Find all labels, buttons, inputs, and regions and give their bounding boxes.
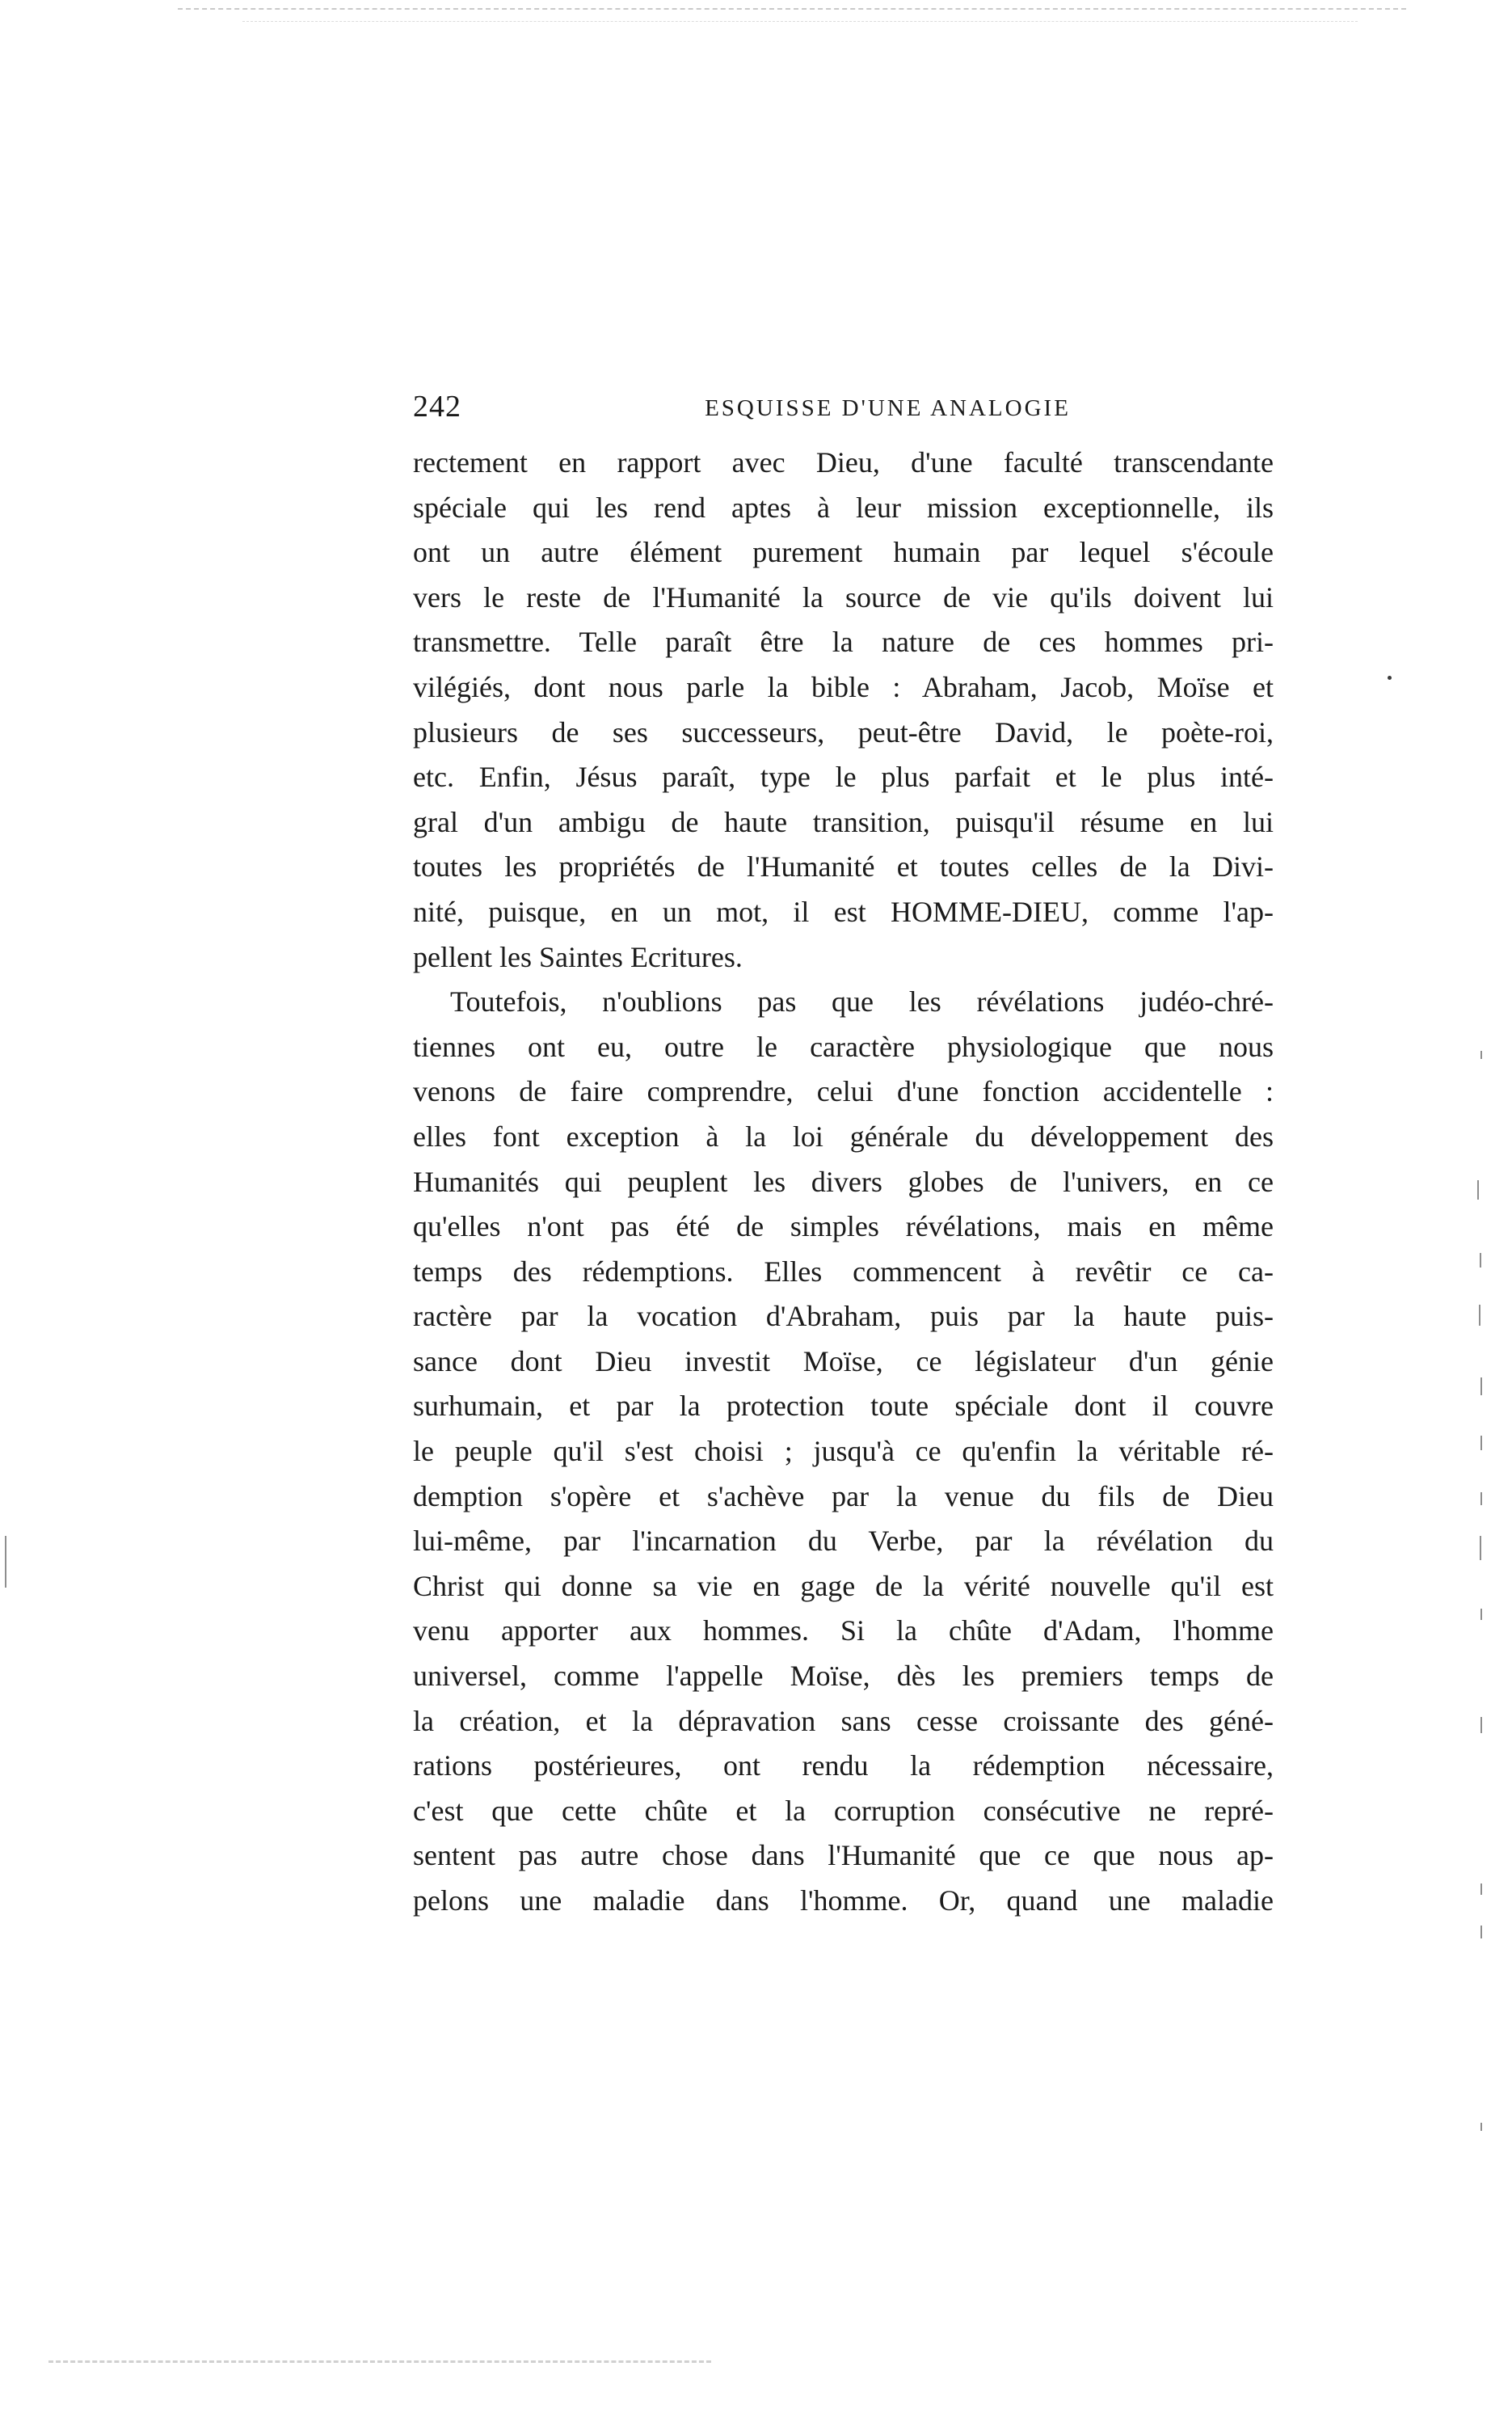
- text-line: Toutefois, n'oublions pas que les révélations judéo-chré-: [450, 985, 1274, 1019]
- text-line: gral d'un ambigu de haute transition, puisqu'il résume en lui: [413, 805, 1274, 838]
- running-title: ESQUISSE D'UNE ANALOGIE: [705, 395, 1071, 421]
- text-line: ractère par la vocation d'Abraham, puis par la haute puis-: [413, 1300, 1274, 1333]
- text-line: c'est que cette chûte et la corruption consécutive ne repré-: [413, 1794, 1274, 1827]
- text-line: rations postérieures, ont rendu la rédemption nécessaire,: [413, 1749, 1274, 1782]
- book-page: [413, 386, 1274, 1924]
- text-line: spéciale qui les rend aptes à leur mission exceptionnelle, ils: [413, 491, 1274, 524]
- text-line: universel, comme l'appelle Moïse, dès les premiers temps de: [413, 1660, 1274, 1693]
- text-line: qu'elles n'ont pas été de simples révélations, mais en même: [413, 1210, 1274, 1243]
- text-line: vers le reste de l'Humanité la source de vie qu'ils doivent lui: [413, 580, 1274, 614]
- text-line: Christ qui donne sa vie en gage de la vérité nouvelle qu'il est: [413, 1569, 1274, 1602]
- text-line: vilégiés, dont nous parle la bible : Abraham, Jacob, Moïse et: [413, 670, 1274, 703]
- text-line: la création, et la dépravation sans cesse croissante des géné-: [413, 1704, 1274, 1737]
- scan-edge-top: [178, 8, 1406, 10]
- text-line: surhumain, et par la protection toute spéciale dont il couvre: [413, 1390, 1274, 1423]
- body-text: [413, 441, 1274, 1924]
- margin-tick: [5, 1536, 6, 1588]
- margin-tick: [1480, 1536, 1481, 1560]
- text-line: transmettre. Telle paraît être la nature de ces hommes pri-: [413, 626, 1274, 659]
- scan-edge-bottom: [48, 2360, 711, 2363]
- margin-speck: [1388, 676, 1392, 680]
- text-line: etc. Enfin, Jésus paraît, type le plus parfait et le plus inté-: [413, 761, 1274, 794]
- paragraph-2: [413, 980, 1274, 1923]
- margin-tick: [1477, 1180, 1479, 1200]
- margin-tick: [1480, 1926, 1482, 1938]
- margin-tick: [1480, 1377, 1482, 1395]
- margin-tick: [1480, 1717, 1482, 1733]
- paragraph-1: [413, 441, 1274, 980]
- text-line: tiennes ont eu, outre le caractère physiologique que nous: [413, 1030, 1274, 1063]
- text-line: venons de faire comprendre, celui d'une fonction accidentelle :: [413, 1075, 1274, 1108]
- page-number: 242: [413, 390, 461, 424]
- margin-tick: [1479, 1305, 1480, 1326]
- text-line: toutes les propriétés de l'Humanité et toutes celles de la Divi-: [413, 850, 1274, 884]
- text-line: Humanités qui peuplent les divers globes de l'univers, en ce: [413, 1165, 1274, 1198]
- text-line: pelons une maladie dans l'homme. Or, quand une maladie: [413, 1884, 1274, 1917]
- running-head: [413, 386, 1274, 434]
- margin-tick: [1480, 1492, 1482, 1505]
- margin-tick: [1480, 1609, 1482, 1620]
- text-line: venu apporter aux hommes. Si la chûte d'Adam, l'homme: [413, 1614, 1274, 1647]
- text-line: pellent les Saintes Ecritures.: [413, 940, 743, 973]
- text-line: sentent pas autre chose dans l'Humanité que ce que nous ap-: [413, 1839, 1274, 1872]
- text-line: nité, puisque, en un mot, il est HOMME-DIEU, comme l'ap-: [413, 895, 1274, 928]
- text-line: ont un autre élément purement humain par lequel s'écoule: [413, 536, 1274, 569]
- margin-tick: [1480, 1436, 1482, 1450]
- margin-tick: [1480, 1253, 1481, 1268]
- text-line: demption s'opère et s'achève par la venue du fils de Dieu: [413, 1479, 1274, 1512]
- scan-edge-top-faint: [242, 21, 1358, 22]
- text-line: sance dont Dieu investit Moïse, ce législateur d'un génie: [413, 1344, 1274, 1377]
- text-line: lui-même, par l'incarnation du Verbe, par la révélation du: [413, 1525, 1274, 1558]
- text-line: elles font exception à la loi générale du développement des: [413, 1120, 1274, 1153]
- text-line: plusieurs de ses successeurs, peut-être David, le poète-roi,: [413, 715, 1274, 749]
- margin-tick: [1480, 1883, 1482, 1895]
- text-line: temps des rédemptions. Elles commencent à revêtir ce ca-: [413, 1255, 1274, 1288]
- text-line: rectement en rapport avec Dieu, d'une faculté transcendante: [413, 446, 1274, 479]
- margin-tick: [1480, 1051, 1482, 1059]
- margin-tick: [1480, 2123, 1482, 2131]
- text-line: le peuple qu'il s'est choisi ; jusqu'à ce qu'enfin la véritable ré-: [413, 1435, 1274, 1468]
